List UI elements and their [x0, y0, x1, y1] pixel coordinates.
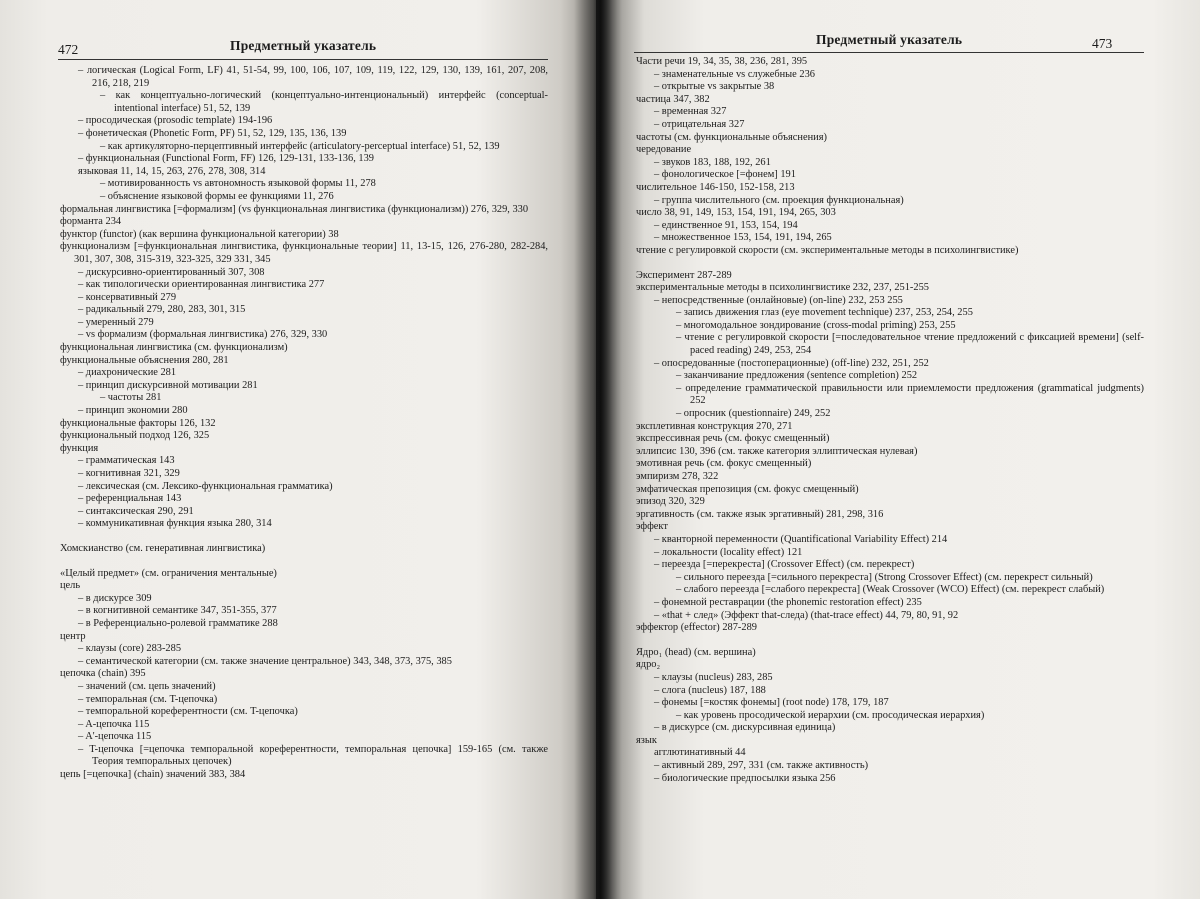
index-entry: – A-цепочка 115 [78, 718, 150, 730]
index-entry: формальная лингвистика [=формализм] (vs функциональная лингвистика (функционализм)) 276, 329, 330 [60, 203, 529, 215]
entry-gap [636, 258, 1144, 270]
index-entry: число 38, 91, 149, 153, 154, 191, 194, 265, 303 [636, 207, 836, 219]
index-entry: – T-цепочка [=цепочка темпоральной кореферентности, темпоральная цепочка] 159-165 (см. также Теория темпоральных цепочек) [78, 743, 548, 768]
index-entry: ядро₂ [636, 659, 661, 671]
index-entry: частица 347, 382 [636, 93, 710, 105]
index-entry: – переезда [=перекреста] (Crossover Effect) (см. перекрест) [654, 559, 915, 571]
index-entry: – лексическая (см. Лексико-функциональная грамматика) [78, 480, 333, 492]
index-entry: – многомодальное зондирование (cross-modal priming) 253, 255 [676, 319, 956, 331]
index-entry: – темпоральная (см. T-цепочка) [78, 693, 218, 705]
index-entry: – множественное 153, 154, 191, 194, 265 [654, 232, 832, 244]
index-entry: эмфатическая препозиция (см. фокус смещенный) [636, 483, 859, 495]
index-entry: «Целый предмет» (см. ограничения ментальные) [60, 567, 277, 579]
index-entry: форманта 234 [60, 216, 122, 228]
right-header-rule [634, 52, 1144, 53]
index-entry: – звуков 183, 188, 192, 261 [654, 156, 771, 168]
index-entry: языковая 11, 14, 15, 263, 276, 278, 308, 314 [78, 165, 266, 177]
index-entry: цель [60, 580, 81, 592]
index-entry: – фонетическая (Phonetic Form, PF) 51, 52, 129, 135, 136, 139 [78, 127, 347, 139]
entry-gap [60, 556, 548, 568]
index-entry: – кванторной переменности (Quantificational Variability Effect) 214 [654, 533, 948, 545]
index-entry: – радикальный 279, 280, 283, 301, 315 [78, 304, 246, 316]
index-entry: функционализм [=функциональная лингвистика, функциональные теории] 11, 13-15, 126, 276-280, 282-284, 301, 307, 308, 315-319, 323-325, 329 331, 345 [60, 241, 548, 265]
index-entry: функтор (functor) (как вершина функциональной категории) 38 [60, 228, 339, 240]
index-entry: эргативность (см. также язык эргативный) 281, 298, 316 [636, 508, 884, 520]
index-entry: – семантической категории (см. также значение центральное) 343, 348, 373, 375, 385 [78, 655, 452, 667]
index-entry: цепь [=цепочка] (chain) значений 383, 384 [60, 769, 246, 781]
index-entry: – чтение с регулировкой скорости [=последовательное чтение предложений с фиксацией времени] (self-paced reading) 249, 253, 254 [676, 332, 1144, 357]
index-entry: – синтаксическая 290, 291 [78, 505, 194, 517]
index-entry: – в Референциально-ролевой грамматике 288 [78, 617, 278, 629]
index-entry: функция [60, 442, 99, 454]
index-entry: – мотивированность vs автономность языковой формы 11, 278 [100, 178, 376, 190]
index-entry: чтение с регулировкой скорости (см. экспериментальные методы в психолингвистике) [636, 244, 1019, 256]
index-entry: – фонемы [=костяк фонемы] (root node) 178, 179, 187 [654, 697, 889, 709]
index-entry: – временная 327 [654, 106, 727, 118]
index-entry: – определение грамматической правильности или приемлемости предложения (grammatical judgments) 252 [676, 382, 1144, 407]
index-entry: – клаузы (core) 283-285 [78, 643, 182, 655]
index-entry: – темпоральной кореферентности (см. T-цепочка) [78, 706, 298, 718]
right-page [596, 0, 1200, 899]
index-entry: – диахронические 281 [78, 367, 177, 379]
index-entry: – функциональная (Functional Form, FF) 126, 129-131, 133-136, 139 [78, 153, 374, 165]
index-entry: эпизод 320, 329 [636, 496, 705, 508]
index-entry: – в дискурсе 309 [78, 592, 152, 604]
index-entry: Части речи 19, 34, 35, 38, 236, 281, 395 [636, 56, 808, 67]
index-entry: эффектор (effector) 287-289 [636, 622, 757, 634]
index-entry: – консервативный 279 [78, 291, 177, 303]
index-entry: – дискурсивно-ориентированный 307, 308 [78, 266, 265, 278]
index-entry: – слабого переезда [=слабого перекреста] (Weak Crossover (WCO) Effect) (см. перекрест слабый) [676, 584, 1105, 596]
index-entry: – когнитивная 321, 329 [78, 468, 180, 479]
index-entry: – запись движения глаз (eye movement technique) 237, 253, 254, 255 [676, 307, 973, 319]
index-entry: – просодическая (prosodic template) 194-196 [78, 115, 273, 127]
index-entry: – в дискурсе (см. дискурсивная единица) [654, 722, 836, 734]
left-page [0, 0, 596, 899]
index-entry: эмпиризм 278, 322 [636, 471, 719, 482]
index-entry: – знаменательные vs служебные 236 [654, 68, 815, 80]
index-entry: функциональные объяснения 280, 281 [60, 354, 229, 366]
index-entry: – единственное 91, 153, 154, 194 [654, 219, 798, 231]
index-entry: – объяснение языковой формы ее функциями 11, 276 [100, 190, 334, 202]
index-entry: Хомскианство (см. генеративная лингвистика) [60, 542, 266, 554]
index-entry: экспериментальные методы в психолингвистике 232, 237, 251-255 [636, 282, 929, 294]
index-entry: – опросник (questionnaire) 249, 252 [676, 408, 831, 420]
index-entry: – биологические предпосылки языка 256 [654, 772, 836, 784]
index-entry: чередование [636, 144, 692, 156]
index-entry: – как артикуляторно-перцептивный интерфейс (articulatory-perceptual interface) 51, 52, 139 [100, 140, 500, 152]
index-entry: частоты (см. функциональные объяснения) [636, 131, 827, 143]
index-entry: – коммуникативная функция языка 280, 314 [78, 518, 272, 530]
index-entry: – заканчивание предложения (sentence completion) 252 [676, 370, 918, 382]
index-entry: – отрицательная 327 [654, 118, 745, 130]
index-entry: числительное 146-150, 152-158, 213 [636, 181, 795, 193]
index-entry: – умеренный 279 [78, 316, 154, 328]
left-index-entries [60, 65, 548, 782]
index-entry: экспрессивная речь (см. фокус смещенный) [636, 433, 830, 445]
index-entry: – сильного переезда [=сильного перекреста] (Strong Crossover Effect) (см. перекрест сильный) [676, 571, 1093, 583]
index-entry: – фонемной реставрации (the phonemic restoration effect) 235 [654, 596, 922, 608]
right-index-entries [636, 56, 1144, 785]
index-entry: – «that + след» (Эффект that-следа) (that-trace effect) 44, 79, 80, 91, 92 [654, 609, 959, 621]
index-entry: – логическая (Logical Form, LF) 41, 51-54, 99, 100, 106, 107, 109, 119, 122, 129, 130, 139, 161, 207, 208, 216, 218, 219 [78, 65, 548, 89]
index-entry: – частоты 281 [100, 392, 162, 404]
index-entry: Эксперимент 287-289 [636, 269, 732, 281]
index-entry: – локальности (locality effect) 121 [654, 546, 803, 558]
right-page-title: Предметный указатель [816, 32, 963, 47]
index-entry: – vs формализм (формальная лингвистика) 276, 329, 330 [78, 329, 328, 341]
left-page-title: Предметный указатель [230, 38, 377, 53]
index-entry: – как концептуально-логический (концептуально-интенциональный) интерфейс (conceptual-intentional interface) 51, 52, 139 [100, 90, 548, 114]
index-entry: – принцип дискурсивной мотивации 281 [78, 379, 258, 391]
index-entry: – клаузы (nucleus) 283, 285 [654, 671, 773, 683]
index-entry: – как уровень просодической иерархии (см. просодическая иерархия) [676, 709, 985, 721]
index-entry: эксплетивная конструкция 270, 271 [636, 420, 793, 432]
entry-gap [60, 531, 548, 543]
index-entry: цепочка (chain) 395 [60, 668, 146, 680]
book-gutter-shadow [574, 0, 622, 899]
index-entry: – A'-цепочка 115 [78, 731, 152, 743]
index-entry: функциональный подход 126, 325 [60, 430, 210, 442]
index-entry: – референциальная 143 [78, 493, 182, 505]
index-entry: – принцип экономии 280 [78, 405, 188, 417]
index-entry: – значений (см. цепь значений) [78, 680, 216, 692]
index-entry: центр [60, 630, 86, 642]
right-page-number: 473 [1092, 36, 1113, 51]
index-entry: Ядро₁ (head) (см. вершина) [636, 646, 756, 658]
index-entry: – группа числительного (см. проекция функциональная) [654, 194, 904, 206]
left-header-rule [58, 59, 548, 60]
index-entry: функциональные факторы 126, 132 [60, 417, 216, 429]
index-entry: – грамматическая 143 [78, 455, 175, 467]
index-entry: – непосредственные (онлайновые) (on-line) 232, 253 255 [654, 294, 903, 306]
index-entry: эмотивная речь (см. фокус смещенный) [636, 458, 812, 470]
index-entry: эффект [636, 521, 668, 533]
index-entry: – открытые vs закрытые 38 [654, 81, 775, 93]
index-entry: – опосредованные (постоперационные) (off-line) 232, 251, 252 [654, 357, 929, 369]
index-entry: эллипсис 130, 396 (см. также категория эллиптическая нулевая) [636, 445, 918, 457]
index-entry: – как типологически ориентированная лингвистика 277 [78, 279, 325, 291]
index-entry: язык [636, 734, 657, 746]
index-entry: – в когнитивной семантике 347, 351-355, 377 [78, 605, 277, 617]
index-entry: – активный 289, 297, 331 (см. также активность) [654, 760, 869, 772]
index-entry: – фонологическое [=фонем] 191 [654, 169, 796, 181]
index-entry: функциональная лингвистика (см. функционализм) [60, 342, 288, 354]
left-page-number: 472 [58, 42, 79, 57]
index-entry: агглютинативный 44 [654, 747, 746, 759]
entry-gap [636, 635, 1144, 647]
index-entry: – слога (nucleus) 187, 188 [654, 684, 766, 696]
